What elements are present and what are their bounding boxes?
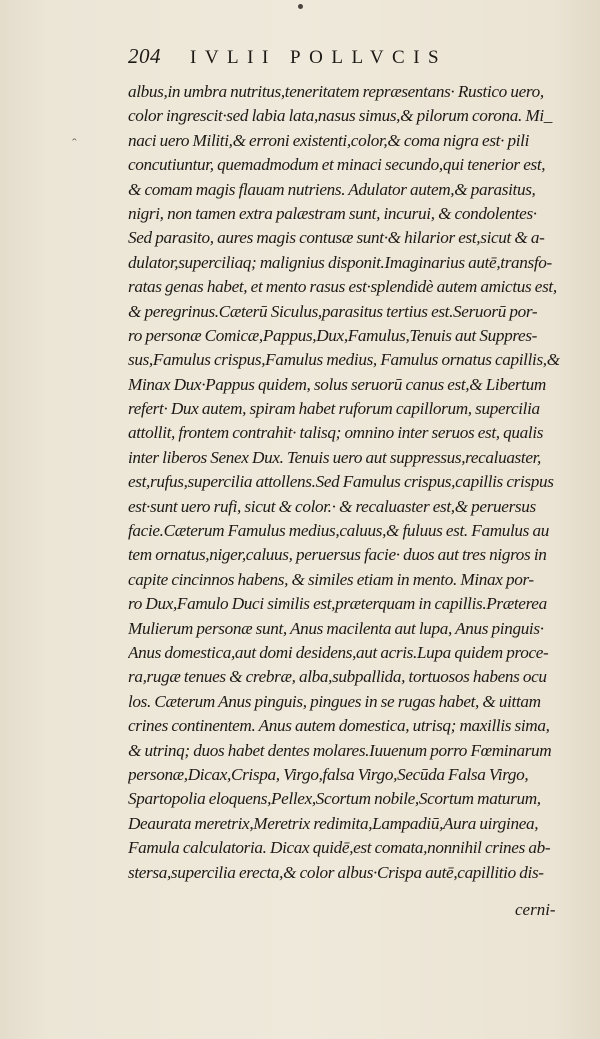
text-line: ro Dux,Famulo Duci similis est,præterquam in capillis.Præterea (128, 594, 547, 614)
text-line: Mulierum personæ sunt, Anus macilenta aut lupa, Anus pinguis· (128, 618, 544, 638)
catchword: cerni- (515, 900, 556, 919)
text-line: color ingrescit·sed labia lata,nasus simus,& pilorum corona. Mi_ (128, 106, 552, 126)
text-line: stersa,supercilia erecta,& color albus·Crispa autē,capillitio dis- (128, 862, 544, 882)
text-line: tem ornatus,niger,caluus, peruersus facie· duos aut tres nigros in (128, 545, 547, 565)
text-line: los. Cæterum Anus pinguis, pingues in se rugas habet, & uittam (128, 691, 541, 711)
text-line: refert· Dux autem, spiram habet ruforum capillorum, supercilia (128, 399, 540, 419)
text-line: Anus domestica,aut domi desidens,aut acris.Lupa quidem proce- (128, 642, 549, 662)
text-line: crines continentem. Anus autem domestica, utrisq; maxillis sima, (128, 716, 550, 736)
text-line: est,rufus,supercilia attollens.Sed Famulus crispus,capillis crispus (128, 472, 554, 492)
text-line: ro personæ Comicæ,Pappus,Dux,Famulus,Tenuis aut Suppres- (128, 325, 538, 345)
text-line: attollit, frontem contrahit· talisq; omnino inter seruos est, qualis (128, 423, 544, 443)
running-head (128, 44, 558, 72)
text-line: Deaurata meretrix,Meretrix redimita,Lampadiū,Aura uirginea, (128, 813, 539, 833)
text-line: Spartopolia eloquens,Pellex,Scortum nobile,Scortum maturum, (128, 789, 541, 809)
text-line: facie.Cæterum Famulus medius,caluus,& fuluus est. Famulus au (128, 521, 549, 541)
text-line: & peregrinus.Cæterū Siculus,parasitus tertius est.Seruorū por- (128, 301, 538, 321)
text-line: ratas genas habet, et mento rasus est·splendidè autem amictus est, (128, 277, 557, 297)
running-title: IVLII POLLVCIS (190, 47, 448, 68)
text-line: personæ,Dicax,Crispa, Virgo,falsa Virgo,Secūda Falsa Virgo, (128, 764, 529, 784)
text-line: Sed parasito, aures magis contusæ sunt·& hilarior est,sicut & a- (128, 228, 545, 248)
text-line: & utrinq; duos habet dentes molares.Iuuenum porro Fœminarum (128, 740, 552, 760)
text-line: Minax Dux·Pappus quidem, solus seruorū canus est,& Libertum (128, 374, 546, 394)
text-line: nigri, non tamen extra palæstram sunt, incurui, & condolentes· (128, 203, 537, 223)
text-line: inter liberos Senex Dux. Tenuis uero aut suppressus,recaluaster, (128, 447, 541, 467)
ink-speck (298, 4, 303, 9)
body-text (128, 80, 586, 885)
text-line: albus,in umbra nutritus,teneritatem repræsentans· Rustico uero, (128, 82, 544, 101)
page-number: 204 (128, 44, 161, 68)
text-line: & comam magis flauam nutriens. Adulator autem,& parasitus, (128, 179, 536, 199)
text-line: sus,Famulus crispus,Famulus medius, Famulus ornatus capillis,& (128, 350, 560, 370)
text-line: ra,rugæ tenues & crebræ, alba,subpallida, tortuosos habens ocu (128, 667, 547, 687)
text-line: est·sunt uero rufi, sicut & color.· & recaluaster est,& peruersus (128, 496, 536, 516)
text-line: capite cincinnos habens, & similes etiam in mento. Minax por- (128, 569, 534, 589)
text-line: naci uero Militi,& erroni existenti,color,& coma nigra est· pili (128, 130, 530, 150)
text-line: dulator,superciliaq; malignius disponit.Imaginarius autē,transfo- (128, 252, 552, 272)
text-line: Famula calculatoria. Dicax quidē,est comata,nonnihil crines ab- (128, 838, 551, 858)
margin-mark: ˆ (72, 137, 77, 152)
text-line: concutiuntur, quemadmodum et minaci secundo,qui tenerior est, (128, 155, 546, 175)
